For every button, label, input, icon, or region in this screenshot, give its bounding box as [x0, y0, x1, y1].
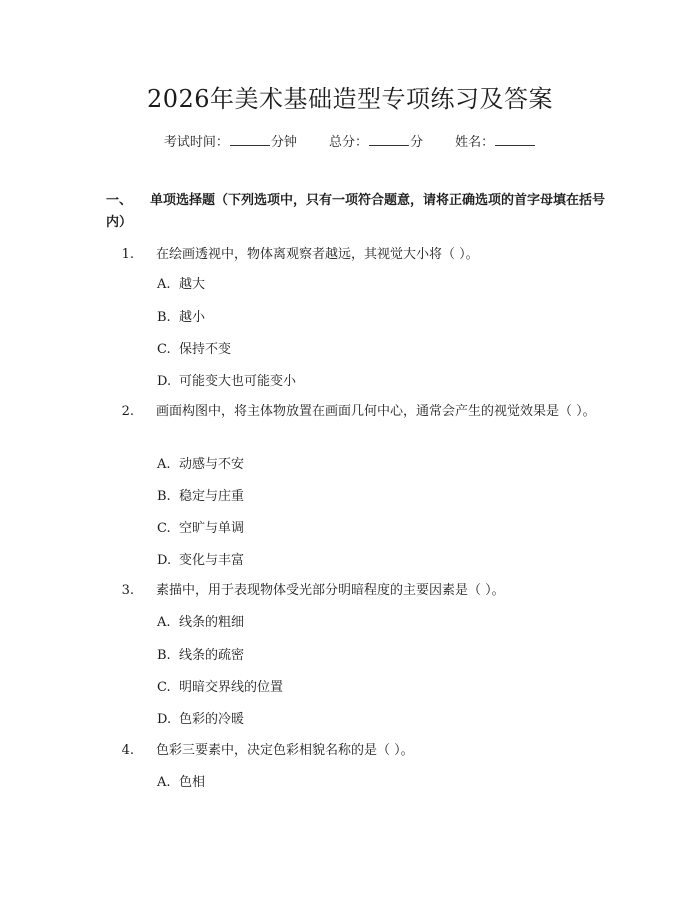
option-letter: B.: [157, 310, 171, 325]
name-label: 姓名：: [455, 135, 495, 150]
option-text: 稳定与庄重: [179, 489, 245, 504]
option-letter: A.: [157, 277, 171, 292]
question-4-option-a[interactable]: [157, 773, 205, 793]
name-field: [455, 131, 536, 153]
option-text: 明暗交界线的位置: [179, 680, 284, 695]
option-text: 色彩的冷暖: [179, 712, 245, 727]
total-score-unit: 分: [410, 135, 424, 150]
option-text: 越小: [179, 310, 206, 325]
question-2-option-a[interactable]: [157, 455, 244, 475]
option-text: 可能变大也可能变小: [179, 374, 297, 389]
option-letter: C.: [157, 521, 171, 536]
option-letter: C.: [157, 680, 171, 695]
exam-meta: [0, 131, 700, 153]
option-text: 动感与不安: [179, 457, 245, 472]
total-score-field: [329, 131, 423, 153]
question-1: [106, 244, 596, 266]
question-1-option-d[interactable]: [157, 372, 296, 392]
option-text: 保持不变: [179, 342, 232, 357]
question-number: 1.: [121, 247, 134, 262]
question-1-option-c[interactable]: [157, 340, 231, 360]
question-4: [106, 740, 596, 762]
exam-time-field: [164, 131, 297, 153]
question-stem: 画面构图中，将主体物放置在画面几何中心，通常会产生的视觉效果是（ ）。: [156, 404, 596, 419]
question-3-option-b[interactable]: [157, 646, 244, 666]
question-stem: 素描中，用于表现物体受光部分明暗程度的主要因素是（ ）。: [156, 583, 505, 598]
document-title: 2026年美术基础造型专项练习及答案: [146, 85, 554, 113]
name-blank[interactable]: [495, 131, 535, 146]
question-number: 4.: [121, 743, 134, 758]
option-text: 变化与丰富: [179, 553, 245, 568]
section-heading: [106, 190, 606, 234]
option-letter: C.: [157, 342, 171, 357]
question-number: 2.: [121, 404, 134, 419]
option-text: 色相: [179, 775, 206, 790]
exam-time-blank[interactable]: [230, 131, 270, 146]
option-text: 空旷与单调: [179, 521, 245, 536]
question-1-option-a[interactable]: [157, 275, 205, 295]
option-text: 越大: [179, 277, 206, 292]
question-1-option-b[interactable]: [157, 308, 205, 328]
question-stem: 在绘画透视中，物体离观察者越远，其视觉大小将（ ）。: [156, 247, 479, 262]
question-3-option-a[interactable]: [157, 613, 244, 633]
question-2-option-d[interactable]: [157, 551, 244, 571]
option-letter: D.: [157, 374, 172, 389]
option-letter: D.: [157, 712, 172, 727]
total-score-blank[interactable]: [369, 131, 409, 146]
question-2: [106, 401, 596, 423]
option-text: 线条的粗细: [179, 615, 245, 630]
section-text: 单项选择题（下列选项中，只有一项符合题意，请将正确选项的首字母填在括号内）: [106, 193, 606, 230]
option-text: 线条的疏密: [179, 648, 245, 663]
section-number: 一、: [106, 193, 133, 208]
total-score-label: 总分：: [328, 135, 368, 150]
question-stem: 色彩三要素中，决定色彩相貌名称的是（ ）。: [156, 743, 414, 758]
option-letter: A.: [157, 775, 171, 790]
question-number: 3.: [121, 583, 134, 598]
exam-time-unit: 分钟: [270, 135, 297, 150]
question-3: [106, 580, 596, 602]
option-letter: A.: [157, 615, 171, 630]
option-letter: A.: [157, 457, 171, 472]
question-3-option-c[interactable]: [157, 678, 283, 698]
option-letter: D.: [157, 553, 172, 568]
option-letter: B.: [157, 489, 171, 504]
option-letter: B.: [157, 648, 171, 663]
exam-time-label: 考试时间：: [163, 135, 229, 150]
question-3-option-d[interactable]: [157, 710, 244, 730]
question-2-option-b[interactable]: [157, 487, 244, 507]
question-2-option-c[interactable]: [157, 519, 244, 539]
